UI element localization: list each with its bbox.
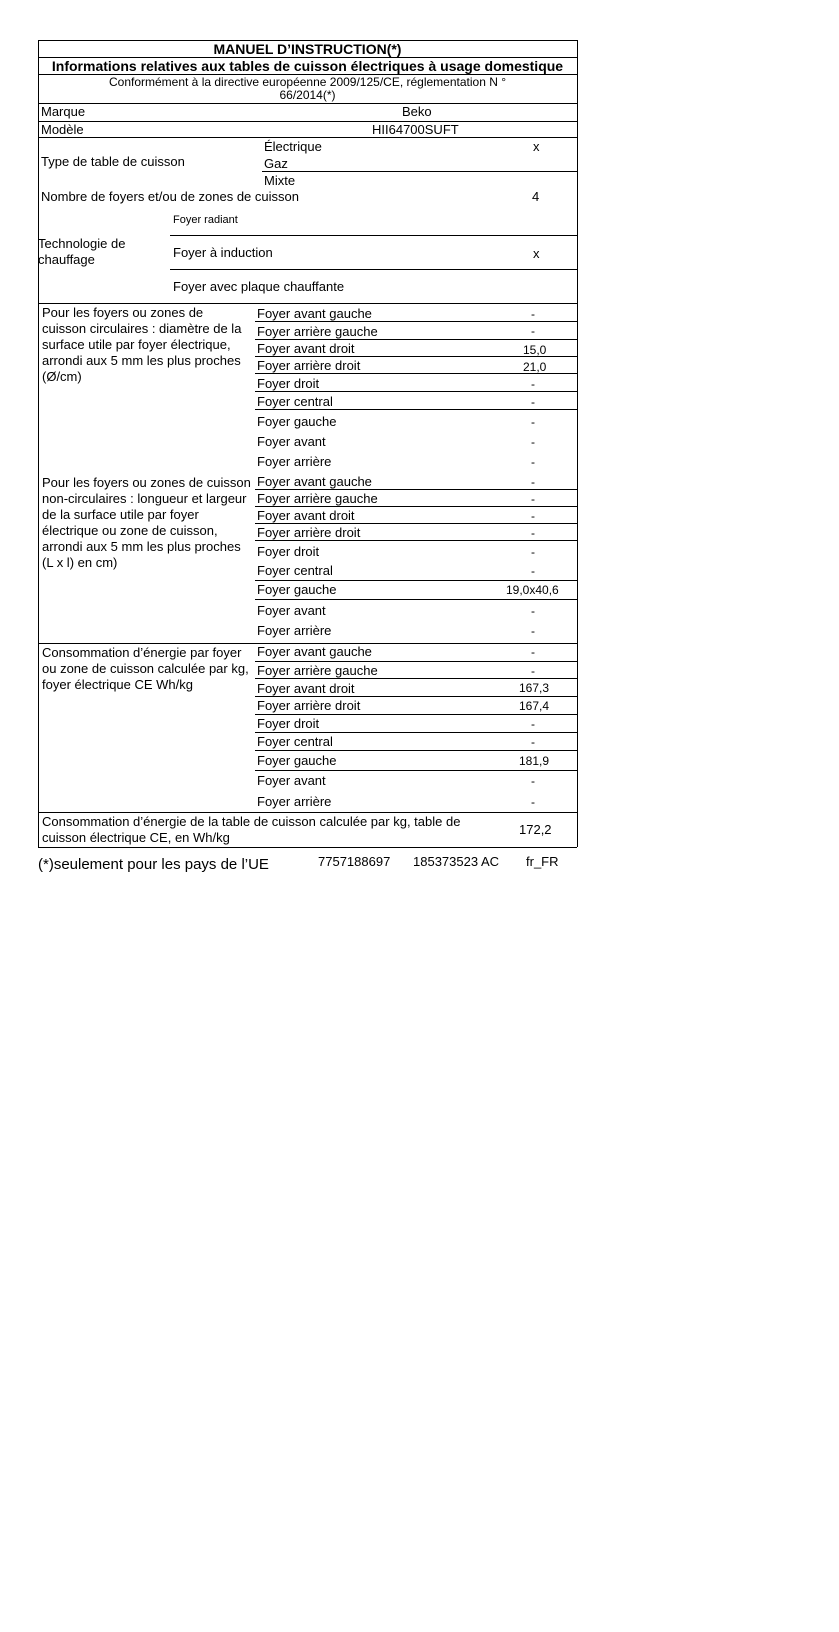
total-value: 172,2 bbox=[519, 822, 552, 837]
divider bbox=[255, 373, 577, 374]
circular-zone-value: - bbox=[531, 435, 535, 449]
non-circular-zone-name: Foyer arrière gauche bbox=[257, 491, 378, 506]
hob-type-label: Type de table de cuisson bbox=[41, 154, 185, 169]
divider bbox=[255, 409, 577, 410]
divider bbox=[255, 750, 577, 751]
non-circular-zone-value: - bbox=[531, 564, 535, 578]
non-circular-zone-name: Foyer droit bbox=[257, 544, 320, 559]
energy-zone-value: - bbox=[531, 664, 535, 678]
non-circular-zone-name: Foyer central bbox=[257, 563, 333, 578]
non-circular-zone-name: Foyer arrière bbox=[257, 623, 332, 638]
divider bbox=[255, 696, 577, 697]
divider bbox=[255, 506, 577, 507]
non-circular-zone-name: Foyer arrière droit bbox=[257, 525, 361, 540]
footer-locale: fr_FR bbox=[526, 854, 559, 869]
circular-zone-value: - bbox=[531, 307, 535, 321]
directive-line-1: Conformément à la directive européenne 2009/125/CE, réglementation N ° bbox=[108, 75, 507, 89]
heating-induction: Foyer à induction bbox=[173, 245, 273, 260]
non-circular-zone-name: Foyer gauche bbox=[257, 582, 337, 597]
hob-type-electric: Électrique bbox=[264, 139, 322, 154]
frame-right bbox=[577, 40, 578, 847]
circular-zone-name: Foyer central bbox=[257, 394, 333, 409]
energy-zone-name: Foyer avant droit bbox=[257, 681, 355, 696]
divider bbox=[38, 103, 577, 104]
circular-zone-value: - bbox=[531, 415, 535, 429]
non-circular-zone-name: Foyer avant bbox=[257, 603, 326, 618]
non-circular-zone-value: - bbox=[531, 475, 535, 489]
divider bbox=[38, 121, 577, 122]
model-label: Modèle bbox=[41, 122, 84, 137]
energy-zone-value: - bbox=[531, 774, 535, 788]
circular-zone-value: 15,0 bbox=[523, 343, 547, 357]
energy-zone-value: 167,3 bbox=[519, 681, 550, 695]
circular-zone-name: Foyer avant bbox=[257, 434, 326, 449]
directive-line-2: 66/2014(*) bbox=[279, 88, 336, 102]
divider bbox=[255, 356, 577, 357]
model-value: HII64700SUFT bbox=[372, 122, 459, 137]
heating-hotplate: Foyer avec plaque chauffante bbox=[173, 279, 345, 294]
non-circular-zone-value: - bbox=[531, 492, 535, 506]
circular-zone-value: - bbox=[531, 455, 535, 469]
divider bbox=[38, 812, 577, 813]
energy-zone-name: Foyer droit bbox=[257, 716, 320, 731]
energy-zone-name: Foyer arrière gauche bbox=[257, 663, 378, 678]
divider bbox=[255, 489, 577, 490]
energy-zone-name: Foyer arrière bbox=[257, 794, 332, 809]
circular-zone-value: - bbox=[531, 377, 535, 391]
divider bbox=[255, 540, 577, 541]
circular-zone-value: 21,0 bbox=[523, 360, 547, 374]
frame-left bbox=[38, 40, 39, 847]
hob-type-mixed: Mixte bbox=[264, 173, 296, 188]
non-circular-label: Pour les foyers ou zones de cuisson non-circulaires : longueur et largeur de la surface utile par foyer électrique ou zone de cuisson, arrondi aux 5 mm les plus proches (L x l) en cm) bbox=[42, 475, 251, 570]
energy-zone-name: Foyer avant bbox=[257, 773, 326, 788]
heating-label: Technologie de chauffage bbox=[38, 236, 126, 267]
energy-zone-value: 167,4 bbox=[519, 699, 550, 713]
divider bbox=[255, 391, 577, 392]
energy-zone-value: - bbox=[531, 717, 535, 731]
divider bbox=[255, 523, 577, 524]
divider bbox=[255, 714, 577, 715]
non-circular-zone-value: - bbox=[531, 526, 535, 540]
divider bbox=[255, 599, 577, 600]
energy-label: Consommation d’énergie par foyer ou zone de cuisson calculée par kg, foyer électrique CE Wh/kg bbox=[42, 645, 249, 692]
energy-zone-value: 181,9 bbox=[519, 754, 550, 768]
non-circular-zone-value: - bbox=[531, 604, 535, 618]
frame-bottom bbox=[38, 847, 577, 848]
divider bbox=[255, 732, 577, 733]
divider bbox=[255, 770, 577, 771]
energy-zone-value: - bbox=[531, 795, 535, 809]
divider bbox=[262, 171, 577, 172]
footer-note: (*)seulement pour les pays de l’UE bbox=[38, 856, 269, 873]
circular-zone-name: Foyer avant gauche bbox=[257, 306, 372, 321]
energy-zone-value: - bbox=[531, 735, 535, 749]
divider bbox=[38, 303, 577, 304]
circular-zone-name: Foyer arrière droit bbox=[257, 358, 361, 373]
footer-code-1: 7757188697 bbox=[318, 854, 391, 869]
circular-zone-value: - bbox=[531, 395, 535, 409]
energy-zone-name: Foyer arrière droit bbox=[257, 698, 361, 713]
divider bbox=[255, 661, 577, 662]
non-circular-zone-value: - bbox=[531, 545, 535, 559]
circular-zone-name: Foyer arrière gauche bbox=[257, 324, 378, 339]
zones-count-label: Nombre de foyers et/ou de zones de cuisson bbox=[41, 189, 299, 204]
divider bbox=[170, 269, 577, 270]
divider bbox=[255, 678, 577, 679]
footer-code-2: 185373523 AC bbox=[413, 854, 500, 869]
circular-zone-name: Foyer gauche bbox=[257, 414, 337, 429]
hob-type-gas: Gaz bbox=[264, 156, 288, 171]
energy-zone-name: Foyer gauche bbox=[257, 753, 337, 768]
circular-zone-name: Foyer droit bbox=[257, 376, 320, 391]
divider bbox=[255, 580, 577, 581]
energy-zone-name: Foyer central bbox=[257, 734, 333, 749]
heating-induction-mark: x bbox=[533, 246, 540, 261]
non-circular-zone-name: Foyer avant droit bbox=[257, 508, 355, 523]
circular-zone-name: Foyer avant droit bbox=[257, 341, 355, 356]
heating-radiant: Foyer radiant bbox=[173, 214, 238, 226]
brand-label: Marque bbox=[41, 104, 86, 119]
divider bbox=[170, 235, 577, 236]
non-circular-zone-value: 19,0x40,6 bbox=[506, 583, 559, 597]
circular-label: Pour les foyers ou zones de cuisson circulaires : diamètre de la surface utile par foyer électrique, arrondi aux 5 mm les plus proches (Ø/cm) bbox=[42, 305, 242, 384]
total-label: Consommation d’énergie de la table de cuisson calculée par kg, table de cuisson électrique CE, en Wh/kg bbox=[42, 814, 461, 845]
non-circular-zone-name: Foyer avant gauche bbox=[257, 474, 372, 489]
circular-zone-value: - bbox=[531, 324, 535, 338]
non-circular-zone-value: - bbox=[531, 509, 535, 523]
zones-count-value: 4 bbox=[532, 189, 540, 204]
divider bbox=[255, 339, 577, 340]
divider bbox=[38, 137, 577, 138]
manual-title: MANUEL D’INSTRUCTION(*) bbox=[213, 41, 402, 57]
non-circular-zone-value: - bbox=[531, 624, 535, 638]
circular-zone-name: Foyer arrière bbox=[257, 454, 332, 469]
hob-type-electric-mark: x bbox=[533, 139, 540, 154]
divider bbox=[255, 321, 577, 322]
brand-value: Beko bbox=[402, 104, 432, 119]
energy-zone-name: Foyer avant gauche bbox=[257, 644, 372, 659]
doc-subtitle: Informations relatives aux tables de cuisson électriques à usage domestique bbox=[51, 58, 564, 74]
energy-zone-value: - bbox=[531, 645, 535, 659]
